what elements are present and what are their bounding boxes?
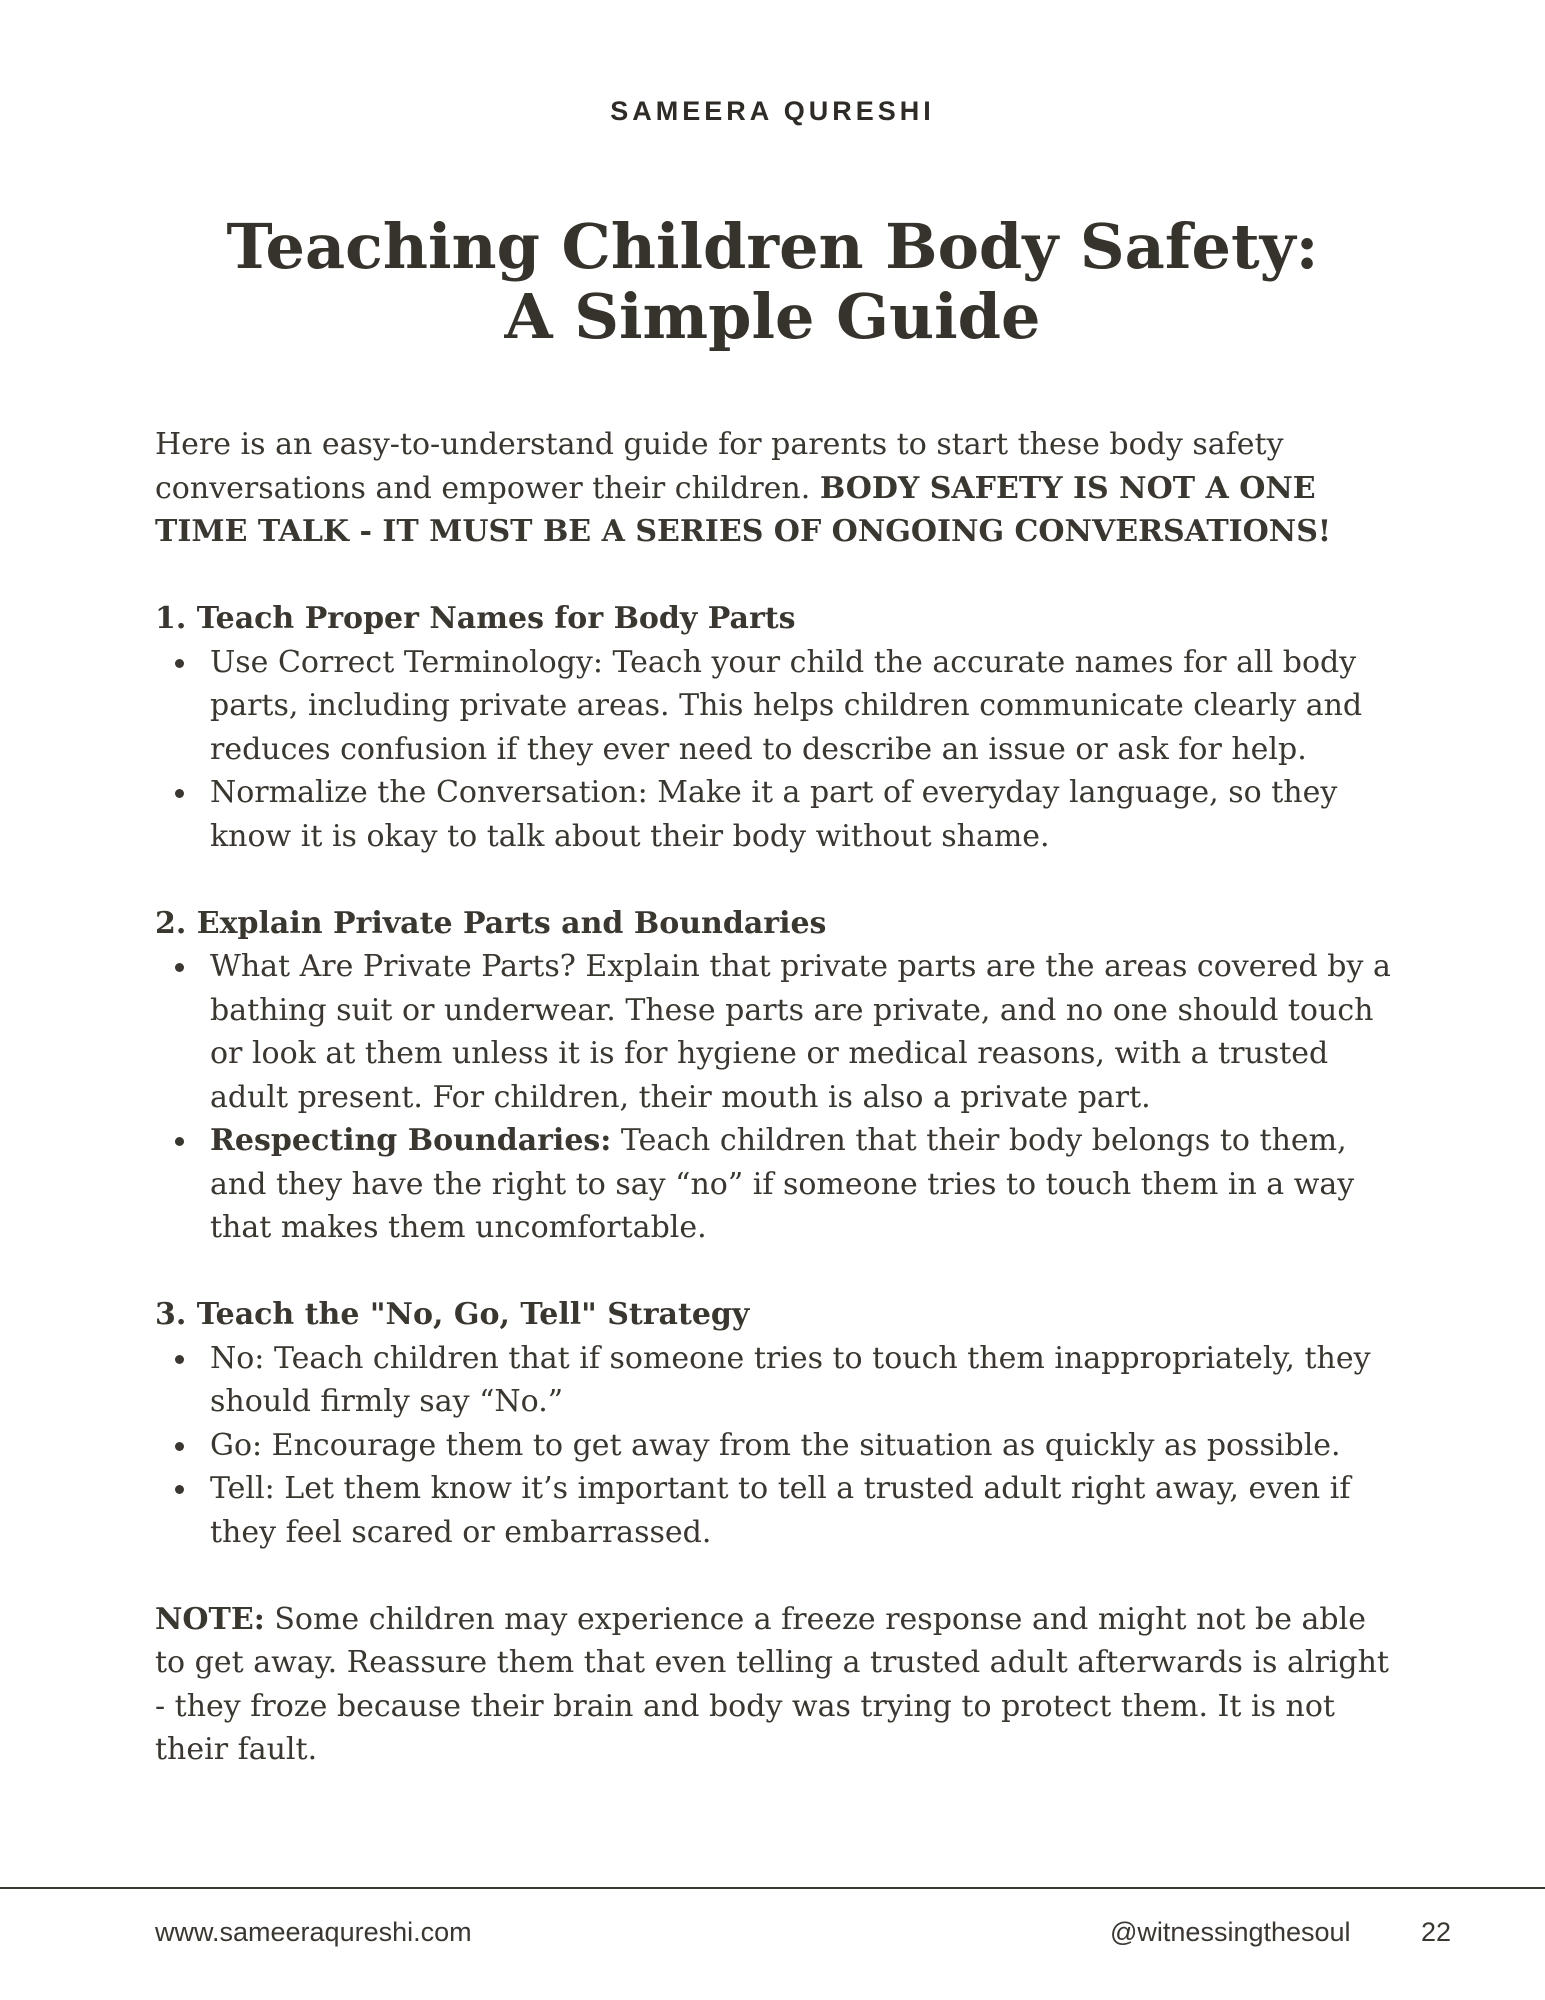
list-item: Normalize the Conversation: Make it a part of everyday language, so they know it is okay to talk about their body without shame. bbox=[155, 771, 1400, 858]
page-title bbox=[0, 212, 1545, 352]
intro-emphasis: BODY SAFETY IS NOT A ONE TIME TALK - IT MUST BE A SERIES OF ONGOING CONVERSATIONS! bbox=[155, 470, 1332, 549]
intro-paragraph bbox=[155, 423, 1400, 554]
section-3 bbox=[155, 1293, 1400, 1554]
author-name: SAMEERA QURESHI bbox=[610, 96, 935, 126]
list-item: Go: Encourage them to get away from the situation as quickly as possible. bbox=[155, 1424, 1400, 1468]
list-item: Use Correct Terminology: Teach your child the accurate names for all body parts, including private areas. This helps children communicate clearly and reduces confusion if they ever need to describe an issue or ask for help. bbox=[155, 641, 1400, 772]
section-heading: 1. Teach Proper Names for Body Parts bbox=[155, 601, 796, 636]
note-paragraph bbox=[155, 1598, 1400, 1772]
note-text: Some children may experience a freeze response and might not be able to get away. Reassure them that even telling a trusted adult afterwards is alright - they froze because their brain and body was trying to protect them. It is not their fault. bbox=[155, 1601, 1389, 1767]
section-2 bbox=[155, 902, 1400, 1250]
document-body bbox=[155, 423, 1400, 1772]
list-item: What Are Private Parts? Explain that private parts are the areas covered by a bathing suit or underwear. These parts are private, and no one should touch or look at them unless it is for hygiene or medical reasons, with a trusted adult present. For children, their mouth is also a private part. bbox=[155, 945, 1400, 1119]
page-number: 22 bbox=[1421, 1917, 1452, 1947]
title-line-1: Teaching Children Body Safety: bbox=[226, 210, 1319, 283]
footer-social-handle[interactable]: @witnessingthesoul bbox=[1110, 1917, 1351, 1947]
section-heading: 3. Teach the "No, Go, Tell" Strategy bbox=[155, 1297, 750, 1332]
intro-text: Here is an easy-to-understand guide for parents to start these body safety conversations and empower their children. bbox=[155, 427, 1284, 506]
bullet-text: Teach children that their body belongs to them, and they have the right to say “no” if someone tries to touch them in a way that makes them uncomfortable. bbox=[210, 1123, 1355, 1245]
title-line-2: A Simple Guide bbox=[504, 280, 1041, 353]
footer-divider bbox=[0, 1887, 1545, 1889]
list-item bbox=[155, 1119, 1400, 1250]
section-heading: 2. Explain Private Parts and Boundaries bbox=[155, 905, 827, 941]
note-label: NOTE: bbox=[155, 1601, 265, 1637]
list-item: No: Teach children that if someone tries to touch them inappropriately, they should firmly say “No.” bbox=[155, 1337, 1400, 1424]
bullet-list bbox=[155, 1337, 1400, 1555]
bullet-list bbox=[155, 945, 1400, 1250]
footer-website-link[interactable]: www.sameeraqureshi.com bbox=[155, 1917, 472, 1947]
bullet-list bbox=[155, 641, 1400, 859]
section-1 bbox=[155, 597, 1400, 858]
list-item: Tell: Let them know it’s important to tell a trusted adult right away, even if they feel scared or embarrassed. bbox=[155, 1467, 1400, 1554]
bullet-label: Respecting Boundaries: bbox=[210, 1123, 612, 1158]
